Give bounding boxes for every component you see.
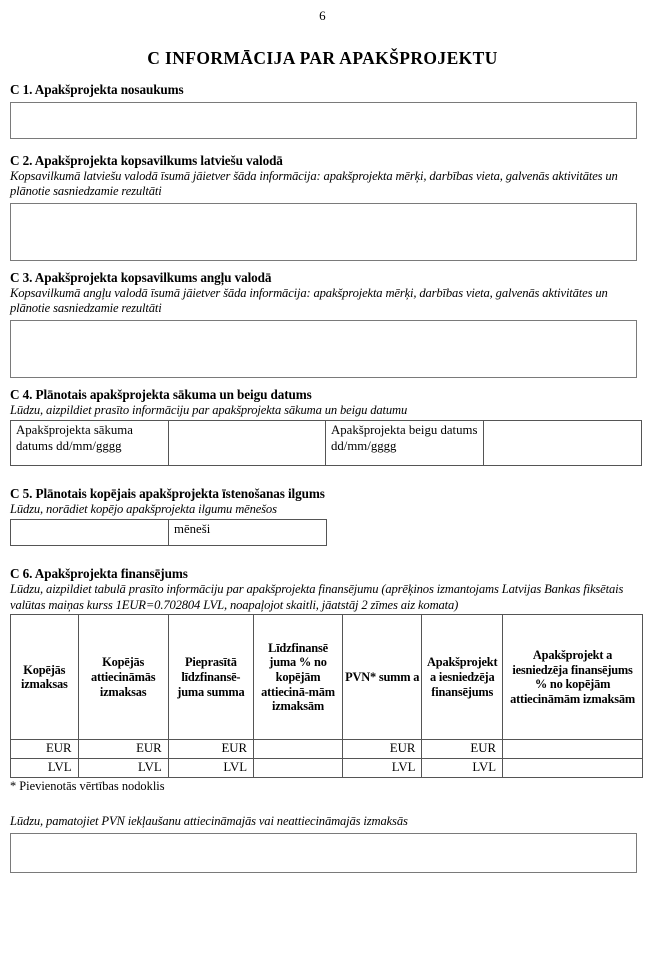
column-header-total-costs: Kopējās izmaksas xyxy=(11,615,79,740)
cell-lvl-applicant-financing[interactable]: LVL xyxy=(422,759,503,778)
cell-eur-applicant-financing-percent[interactable] xyxy=(503,740,643,759)
table-start-end-date xyxy=(10,420,642,466)
cell-lvl-eligible-costs[interactable]: LVL xyxy=(78,759,168,778)
footnote-vat: * Pievienotās vērtības nodoklis xyxy=(10,779,165,794)
cell-lvl-cofinancing-percent[interactable] xyxy=(254,759,343,778)
table-duration xyxy=(10,519,327,546)
cell-eur-cofinancing-percent[interactable] xyxy=(254,740,343,759)
section-heading-c2: C 2. Apakšprojekta kopsavilkums latviešu valodā xyxy=(10,153,283,168)
column-header-eligible-costs: Kopējās attiecināmās izmaksas xyxy=(78,615,168,740)
section-heading-c1: C 1. Apakšprojekta nosaukums xyxy=(10,82,184,97)
section-heading-c4: C 4. Plānotais apakšprojekta sākuma un beigu datums xyxy=(10,386,312,402)
table-row xyxy=(11,421,642,466)
column-header-cofinancing-percent: Līdzfinansē juma % no kopējām attiecinā-mām izmaksām xyxy=(254,615,343,740)
start-date-label: Apakšprojekta sākuma datums dd/mm/gggg xyxy=(11,421,169,466)
answer-field-c2[interactable] xyxy=(10,203,637,261)
cell-lvl-applicant-financing-percent[interactable] xyxy=(503,759,643,778)
section-heading-c5: C 5. Plānotais kopējais apakšprojekta īstenošanas ilgums xyxy=(10,486,325,502)
cell-lvl-total-costs[interactable]: LVL xyxy=(11,759,79,778)
section-heading-c6: C 6. Apakšprojekta finansējums xyxy=(10,566,188,582)
column-header-vat-amount: PVN* summ a xyxy=(342,615,421,740)
start-date-input[interactable] xyxy=(169,421,326,466)
page-number: 6 xyxy=(319,8,326,23)
instruction-c4: Lūdzu, aizpildiet prasīto informāciju par apakšprojekta sākuma un beigu datumu xyxy=(10,402,408,417)
instruction-c5: Lūdzu, norādiet kopējo apakšprojekta ilgumu mēnešos xyxy=(10,502,277,517)
duration-input[interactable] xyxy=(11,520,169,546)
section-heading-c3: C 3. Apakšprojekta kopsavilkums angļu valodā xyxy=(10,269,272,285)
end-date-input[interactable] xyxy=(484,421,642,466)
column-header-applicant-financing-percent: Apakšprojekt a iesniedzēja finansējums % no kopējām attiecināmām izmaksām xyxy=(503,615,643,740)
instruction-c6: Lūdzu, aizpildiet tabulā prasīto informāciju par apakšprojekta finansējumu (aprēķinos izmantojams Latvijas Bankas fiksētais valūtas maiņas kurss 1EUR=0.702804 LVL, noapaļojot skaitli, jāatstāj 2 zīmes aiz komata) xyxy=(10,582,624,612)
table-financing xyxy=(10,614,643,778)
cell-eur-vat-amount[interactable]: EUR xyxy=(342,740,421,759)
instruction-vat-justification: Lūdzu, pamatojiet PVN iekļaušanu attiecināmajās vai neattiecināmajās izmaksās xyxy=(10,814,408,829)
answer-field-vat-justification[interactable] xyxy=(10,833,637,873)
page-title: C INFORMĀCIJA PAR APAKŠPROJEKTU xyxy=(147,48,498,68)
cell-eur-total-costs[interactable]: EUR xyxy=(11,740,79,759)
table-row-lvl xyxy=(11,759,643,778)
cell-eur-requested-cofinancing[interactable]: EUR xyxy=(168,740,253,759)
table-row xyxy=(11,520,327,546)
column-header-applicant-financing: Apakšprojekt a iesniedzēja finansējums xyxy=(422,615,503,740)
instruction-c3: Kopsavilkumā angļu valodā īsumā jāietver šāda informācija: apakšprojekta mērķi, darbības vieta, galvenās aktivitātes un plānotie sasniedzamie rezultāti xyxy=(10,285,608,316)
table-row-eur xyxy=(11,740,643,759)
column-header-requested-cofinancing: Pieprasītā līdzfinansē-juma summa xyxy=(168,615,253,740)
cell-lvl-requested-cofinancing[interactable]: LVL xyxy=(168,759,253,778)
end-date-label: Apakšprojekta beigu datums dd/mm/gggg xyxy=(326,421,484,466)
answer-field-c3[interactable] xyxy=(10,320,637,378)
answer-field-c1[interactable] xyxy=(10,102,637,139)
cell-lvl-vat-amount[interactable]: LVL xyxy=(342,759,421,778)
instruction-c2: Kopsavilkumā latviešu valodā īsumā jāietver šāda informācija: apakšprojekta mērķi, darbības vieta, galvenās aktivitātes un plānotie sasniedzamie rezultāti xyxy=(10,169,618,199)
cell-eur-eligible-costs[interactable]: EUR xyxy=(78,740,168,759)
duration-unit-label: mēneši xyxy=(169,520,327,546)
cell-eur-applicant-financing[interactable]: EUR xyxy=(422,740,503,759)
table-header-row xyxy=(11,615,643,740)
